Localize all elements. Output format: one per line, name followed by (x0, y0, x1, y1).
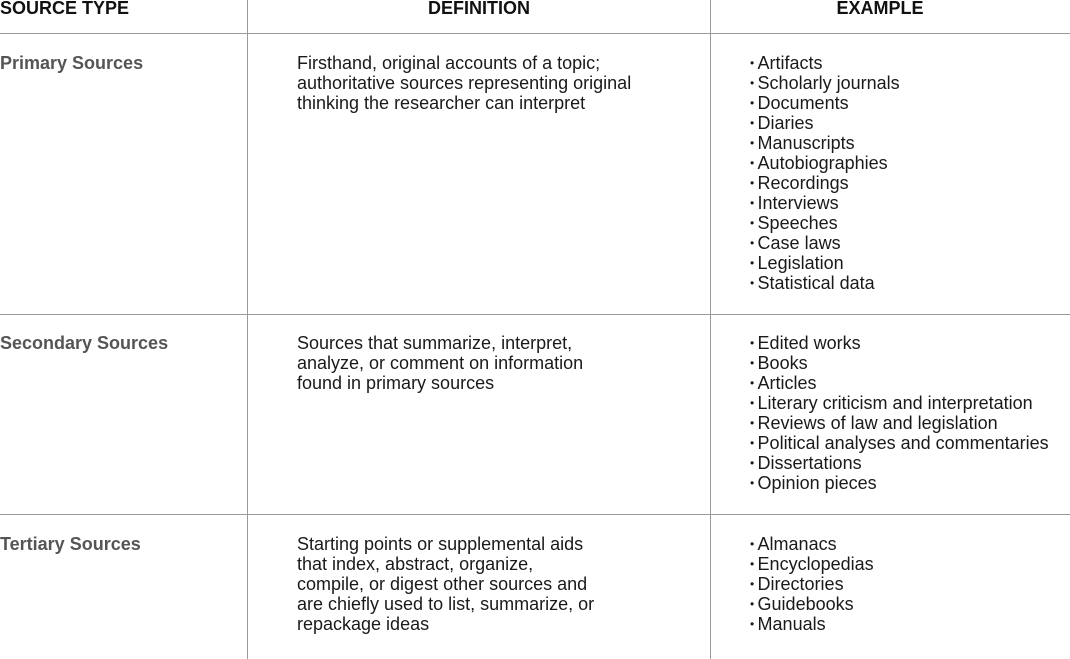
definition-text: Starting points or supplemental aids that index, abstract, organize, compile, or digest other sources and are chiefly used to list, summarize, or repackage ideas (297, 534, 595, 634)
example-item: • Opinion pieces (750, 473, 1049, 493)
column-divider (247, 0, 248, 659)
example-item: • Recordings (750, 173, 900, 193)
example-item: • Political analyses and commentaries (750, 433, 1049, 453)
example-item: • Diaries (750, 113, 900, 133)
example-item: • Legislation (750, 253, 900, 273)
example-item: • Guidebooks (750, 594, 874, 614)
example-list (750, 333, 1049, 493)
example-item: • Scholarly journals (750, 73, 900, 93)
example-item: • Statistical data (750, 273, 900, 293)
header-example: EXAMPLE (836, 0, 924, 18)
source-type-label: Primary Sources (0, 53, 144, 73)
example-item: • Dissertations (750, 453, 1049, 473)
example-item: • Speeches (750, 213, 900, 233)
example-item: • Almanacs (750, 534, 874, 554)
header-divider (0, 33, 1070, 34)
example-item: • Edited works (750, 333, 1049, 353)
example-item: • Encyclopedias (750, 554, 874, 574)
source-type-label: Secondary Sources (0, 333, 169, 353)
example-item: • Manuscripts (750, 133, 900, 153)
row-divider (0, 314, 1070, 315)
definition-text: Firsthand, original accounts of a topic; authoritative sources representing original thinking the researcher can interpret (297, 53, 632, 113)
example-item: • Articles (750, 373, 1049, 393)
example-list (750, 534, 874, 634)
example-item: • Interviews (750, 193, 900, 213)
example-item: • Literary criticism and interpretation (750, 393, 1049, 413)
column-divider (710, 0, 711, 659)
example-item: • Reviews of law and legislation (750, 413, 1049, 433)
example-item: • Manuals (750, 614, 874, 634)
example-item: • Documents (750, 93, 900, 113)
example-item: • Autobiographies (750, 153, 900, 173)
example-item: • Books (750, 353, 1049, 373)
header-definition: DEFINITION (428, 0, 530, 18)
example-item: • Directories (750, 574, 874, 594)
example-item: • Artifacts (750, 53, 900, 73)
header-source-type: SOURCE TYPE (0, 0, 130, 18)
row-divider (0, 514, 1070, 515)
example-item: • Case laws (750, 233, 900, 253)
example-list (750, 53, 900, 293)
source-type-label: Tertiary Sources (0, 534, 141, 554)
definition-text: Sources that summarize, interpret, analyze, or comment on information found in primary sources (297, 333, 584, 393)
